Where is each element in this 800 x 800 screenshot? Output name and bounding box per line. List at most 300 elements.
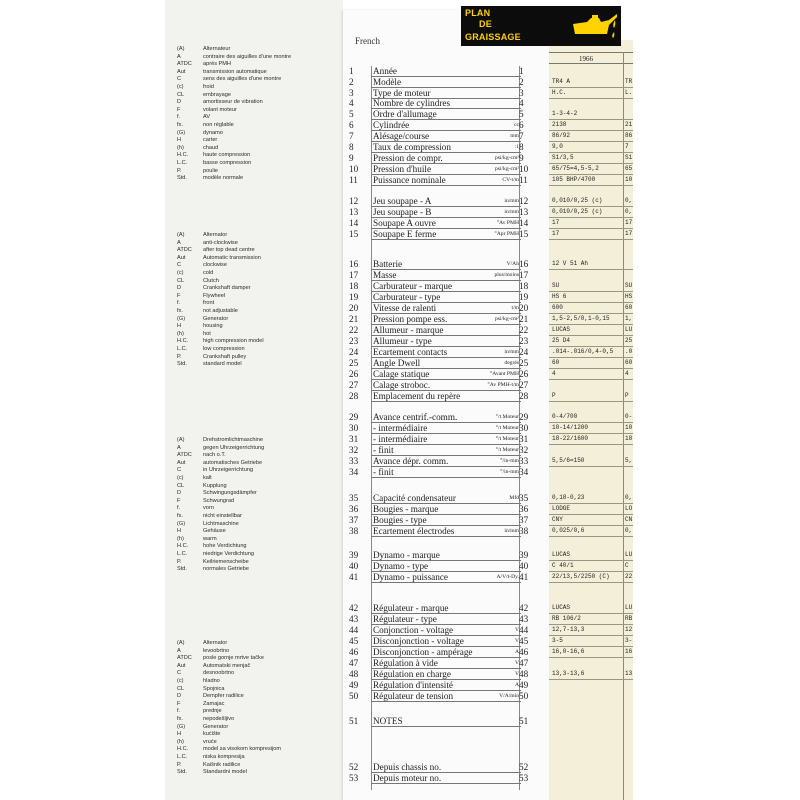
row-label: Nombre de cylindres — [373, 98, 451, 108]
legend-entry — [177, 663, 345, 671]
row-label: Dynamo - type — [373, 561, 429, 571]
data-cell-secondary: 18 — [625, 435, 633, 442]
spec-row — [343, 762, 549, 772]
legend-entry — [177, 346, 345, 354]
legend-entry — [177, 46, 345, 54]
data-cell-secondary: 25 — [625, 337, 633, 344]
legend-code: (A) — [177, 46, 185, 52]
legend-code: fx. — [177, 512, 183, 519]
spec-row — [343, 493, 549, 503]
data-row-rule — [549, 239, 633, 240]
legend-code: L.C. — [177, 550, 188, 557]
row-label: NOTES — [373, 716, 403, 726]
legend-code: ATDC — [177, 452, 192, 459]
legend-entry — [177, 678, 345, 686]
data-cell-secondary: 0, — [625, 527, 633, 534]
data-cell-secondary: SU — [625, 282, 633, 289]
row-number: 25 — [349, 358, 359, 368]
spec-row — [343, 434, 549, 444]
data-row-rule — [549, 87, 633, 88]
row-label: Cylindrée — [373, 120, 410, 130]
data-cell-primary: 0,010/0,25 (c) — [552, 208, 603, 215]
legend-code: P. — [177, 167, 182, 174]
row-number-right: 53 — [519, 773, 529, 783]
data-cell-secondary: 4 — [625, 370, 629, 377]
data-sheet-header — [549, 52, 633, 64]
legend-code: (h) — [177, 535, 184, 542]
legend-code: Aut — [177, 68, 186, 75]
legend-entry — [177, 513, 345, 521]
spec-row — [343, 680, 549, 690]
data-cell-primary: 12,7-13,3 — [552, 626, 585, 633]
data-cell-primary: HS 6 — [552, 293, 567, 300]
oil-can-icon — [565, 10, 619, 42]
row-number: 34 — [349, 467, 359, 477]
row-number-right: 43 — [519, 614, 529, 624]
spec-row — [343, 647, 549, 657]
row-number-right: 19 — [519, 292, 529, 302]
legend-code: f. — [177, 708, 181, 715]
legend-entry — [177, 338, 345, 346]
spec-row — [343, 614, 549, 624]
legend-code: (h) — [177, 738, 184, 745]
row-number-right: 15 — [519, 229, 529, 239]
legend-entry — [177, 76, 345, 84]
abbreviation-legend-sheet — [165, 0, 343, 800]
row-number-right: 49 — [519, 680, 529, 690]
legend-text: carter — [203, 137, 218, 144]
data-cell-secondary: 7 — [625, 143, 629, 150]
legend-code: (G) — [177, 129, 186, 136]
legend-text: Keilriemenscheibe — [203, 558, 249, 565]
legend-entry — [177, 278, 345, 286]
data-cell-primary: 4 — [552, 370, 556, 377]
data-cell-secondary: 10 — [625, 424, 633, 431]
row-number: 52 — [349, 762, 359, 772]
data-cell-secondary: 3- — [625, 637, 633, 644]
row-number-right: 45 — [519, 636, 529, 646]
data-cell-secondary: LU — [625, 326, 633, 333]
legend-entry — [177, 122, 345, 130]
data-cell-primary: 3-5 — [552, 637, 563, 644]
legend-code: A — [177, 53, 181, 60]
spec-row — [343, 207, 549, 217]
data-row-rule — [549, 324, 633, 325]
row-number: 50 — [349, 691, 359, 701]
row-label: - intermédiaire — [373, 423, 428, 433]
row-number-right: 10 — [519, 164, 529, 174]
row-label: Régulateur - type — [373, 614, 437, 624]
legend-code: Std. — [177, 769, 187, 776]
data-row-rule — [549, 503, 633, 504]
legend-code: fx. — [177, 307, 183, 314]
row-number-right: 32 — [519, 445, 529, 455]
data-row-rule — [549, 657, 633, 658]
row-number-right: 29 — [519, 412, 529, 422]
legend-entry — [177, 452, 345, 460]
legend-entry — [177, 107, 345, 115]
legend-code: f. — [177, 114, 181, 121]
legend-code: f. — [177, 505, 181, 512]
legend-code: D — [177, 490, 182, 497]
data-cell-primary: 12 V 51 Ah — [552, 260, 589, 267]
legend-code: L.C. — [177, 345, 188, 352]
data-cell-primary: LUCAS — [552, 326, 571, 333]
row-number-right: 46 — [519, 647, 529, 657]
data-cell-secondary: 0, — [625, 197, 633, 204]
legend-text: Lichtmaschine — [203, 520, 239, 527]
row-number: 3 — [349, 88, 354, 98]
row-label: Alésage/course — [373, 131, 430, 141]
legend-text: Alternateur — [203, 46, 231, 52]
row-unit: °/in-mm — [500, 469, 519, 475]
row-number-right: 52 — [519, 762, 529, 772]
row-number: 19 — [349, 292, 359, 302]
data-row-rule — [549, 291, 633, 292]
legend-code: C — [177, 262, 182, 269]
legend-code: CL — [177, 482, 185, 489]
legend-entry — [177, 754, 345, 762]
legend-code: H.C. — [177, 152, 189, 159]
data-row-rule — [549, 185, 633, 186]
legend-text: chaud — [203, 144, 219, 151]
data-cell-secondary: LU — [625, 551, 633, 558]
data-cell-secondary: HS — [625, 293, 633, 300]
row-number: 10 — [349, 164, 359, 174]
legend-text: Dempfer radilice — [203, 693, 244, 700]
spec-row — [343, 88, 549, 98]
spec-row — [343, 716, 549, 726]
row-label: Pression d'huile — [373, 164, 432, 174]
data-cell-primary: C 40/1 — [552, 562, 574, 569]
data-cell-secondary: 60 — [625, 359, 633, 366]
legend-entry — [177, 168, 345, 176]
legend-text: Spojnica — [203, 685, 225, 692]
spec-row — [343, 603, 549, 613]
legend-code: (c) — [177, 83, 184, 90]
spec-row — [343, 164, 549, 174]
spec-row — [343, 467, 549, 477]
legend-entry — [177, 232, 345, 240]
row-unit: cc — [514, 122, 519, 128]
row-label: Bougies - marque — [373, 504, 439, 514]
legend-code: F — [177, 700, 181, 707]
data-cell-secondary: 22 — [625, 573, 633, 580]
spec-row — [343, 412, 549, 422]
legend-entry — [177, 708, 345, 716]
legend-text: vruće — [203, 738, 217, 745]
row-label: Allumeur - type — [373, 336, 432, 346]
row-number-right: 17 — [519, 270, 529, 280]
legend-code: CL — [177, 91, 185, 98]
legend-text: Kupplung — [203, 482, 227, 489]
data-cell-secondary: LO — [625, 505, 633, 512]
row-unit: degrés — [504, 360, 519, 366]
row-label: Avance centrif.-comm. — [373, 412, 458, 422]
row-number-right: 48 — [519, 669, 529, 679]
legend-code: fx. — [177, 121, 183, 128]
legend-code: fx. — [177, 715, 183, 722]
legend-entry — [177, 293, 345, 301]
data-row-rule — [549, 130, 633, 131]
legend-serbian — [177, 640, 345, 777]
row-label: Ecartement contacts — [373, 347, 448, 357]
row-number-right: 11 — [519, 175, 528, 185]
row-label: Depuis chassis no. — [373, 762, 442, 772]
data-row-rule — [549, 433, 633, 434]
data-cell-secondary: TR — [625, 78, 633, 85]
row-number: 4 — [349, 98, 354, 108]
legend-text: normales Getriebe — [203, 566, 250, 573]
row-number: 39 — [349, 550, 359, 560]
row-label: Jeu soupape - B — [373, 207, 432, 217]
row-number: 49 — [349, 680, 359, 690]
spec-row — [343, 314, 549, 324]
row-number: 35 — [349, 493, 359, 503]
row-number-right: 1 — [519, 66, 524, 76]
legend-code: C — [177, 467, 182, 474]
legend-code: P. — [177, 761, 182, 768]
data-row-rule — [549, 217, 633, 218]
row-number-right: 22 — [519, 325, 529, 335]
row-number: 7 — [349, 131, 354, 141]
legend-text: nicht einstellbar — [203, 512, 242, 519]
row-label: - finit — [373, 467, 394, 477]
legend-entry — [177, 490, 345, 498]
row-number: 1 — [349, 66, 354, 76]
spec-row — [343, 175, 549, 185]
data-row-rule — [549, 119, 633, 120]
row-unit: V — [514, 660, 519, 666]
row-label: Puissance nominale — [373, 175, 446, 185]
data-row-rule — [549, 466, 633, 467]
row-label: Pression pompe ess. — [373, 314, 448, 324]
row-number-right: 51 — [519, 716, 529, 726]
row-number: 32 — [349, 445, 359, 455]
data-cell-secondary: CN — [625, 516, 633, 523]
spec-row — [343, 515, 549, 525]
legend-code: (c) — [177, 677, 184, 684]
legend-entry — [177, 483, 345, 491]
data-cell-primary: 600 — [552, 304, 563, 311]
row-number-right: 42 — [519, 603, 529, 613]
row-number: 28 — [349, 391, 359, 401]
row-number: 38 — [349, 526, 359, 536]
legend-entry — [177, 323, 345, 331]
row-number-right: 18 — [519, 281, 529, 291]
spec-row — [343, 636, 549, 646]
legend-entry — [177, 648, 345, 656]
row-number-right: 27 — [519, 380, 529, 390]
data-cell-secondary: 10 — [625, 176, 633, 183]
row-number-right: 34 — [519, 467, 529, 477]
data-cell-primary: 16,0-16,6 — [552, 648, 585, 655]
spec-row — [343, 550, 549, 560]
spec-row — [343, 109, 549, 119]
row-number-right: 30 — [519, 423, 529, 433]
legend-text: after top dead centre — [203, 247, 255, 254]
legend-text: kućište — [203, 731, 221, 738]
legend-text: vorn — [203, 505, 214, 512]
badge-line-1: PLAN — [465, 8, 491, 18]
data-cell-primary: 0,010/0,25 (c) — [552, 197, 603, 204]
row-number: 37 — [349, 515, 359, 525]
data-cell-secondary: 0- — [625, 413, 633, 420]
row-number-right: 3 — [519, 88, 524, 98]
row-unit: V/Ah — [506, 261, 519, 267]
legend-text: basse compression — [203, 159, 252, 166]
row-label: Soupape E ferme — [373, 229, 437, 239]
legend-code: H — [177, 731, 182, 738]
data-row-rule — [549, 514, 633, 515]
spec-row — [343, 259, 549, 269]
legend-entry — [177, 536, 345, 544]
row-number: 6 — [349, 120, 354, 130]
legend-text: levoobrtno — [203, 647, 230, 654]
data-row-rule — [549, 141, 633, 142]
row-number: 23 — [349, 336, 359, 346]
row-label: Masse — [373, 270, 397, 280]
legend-entry — [177, 69, 345, 77]
data-cell-primary: 1-3-4-2 — [552, 110, 578, 117]
legend-text: transmission automatique — [203, 68, 267, 75]
legend-text: hot — [203, 330, 211, 337]
row-number-right: 38 — [519, 526, 529, 536]
row-label: Dynamo - puissance — [373, 572, 449, 582]
legend-code: A — [177, 444, 181, 451]
row-number-right: 44 — [519, 625, 529, 635]
legend-text: kalt — [203, 474, 212, 481]
data-cell-primary: H.C. — [552, 89, 567, 96]
spec-row — [343, 773, 549, 783]
legend-text: embrayage — [203, 91, 231, 98]
legend-entry — [177, 521, 345, 529]
legend-entry — [177, 130, 345, 138]
data-row-rule — [549, 582, 633, 583]
spec-row — [343, 325, 549, 335]
spec-row — [343, 572, 549, 582]
spec-row — [343, 380, 549, 390]
legend-entry — [177, 99, 345, 107]
data-row-rule — [549, 346, 633, 347]
data-row-rule — [549, 444, 633, 445]
row-number-right: 28 — [519, 391, 529, 401]
spec-row — [343, 445, 549, 455]
legend-entry — [177, 160, 345, 168]
legend-text: volant moteur — [203, 106, 237, 113]
spec-row — [343, 691, 549, 701]
row-label: Dynamo - marque — [373, 550, 440, 560]
data-row-rule — [549, 206, 633, 207]
legend-entry — [177, 137, 345, 145]
legend-entry — [177, 655, 345, 663]
legend-text: AV — [203, 114, 211, 121]
data-cell-primary: 105 BHP/4700 — [552, 176, 596, 183]
legend-code: C — [177, 76, 182, 83]
legend-entry — [177, 285, 345, 293]
row-number: 48 — [349, 669, 359, 679]
legend-text: Alternator — [203, 232, 228, 238]
data-row-rule — [549, 174, 633, 175]
legend-text: prednje — [203, 708, 222, 715]
row-number: 14 — [349, 218, 359, 228]
legend-text: niska kompresija — [203, 753, 245, 760]
data-row-rule — [549, 269, 633, 270]
data-cell-primary: SU — [552, 282, 560, 289]
row-label: Depuis moteur no. — [373, 773, 442, 783]
legend-code: (c) — [177, 269, 184, 276]
row-label: Année — [373, 66, 397, 76]
spec-row — [343, 347, 549, 357]
data-cell-primary: 18-22/1600 — [552, 435, 589, 442]
row-number: 8 — [349, 142, 354, 152]
data-cell-primary: 0,18-0,23 — [552, 494, 585, 501]
row-number: 45 — [349, 636, 359, 646]
legend-text: Generator — [203, 315, 229, 322]
row-label: Régulateur de tension — [373, 691, 454, 701]
legend-english — [177, 232, 345, 369]
data-row-rule — [549, 401, 633, 402]
legend-code: Std. — [177, 566, 187, 573]
row-unit: °/t Moteur — [495, 447, 519, 453]
legend-text: Schwungrad — [203, 497, 235, 504]
row-unit: psi/kg-cm² — [494, 155, 519, 161]
row-number-right: 9 — [519, 153, 524, 163]
legend-entry — [177, 693, 345, 701]
plan-de-graissage-badge[interactable] — [461, 6, 621, 46]
legend-text: housing — [203, 323, 223, 330]
legend-text: amortisseur de vibration — [203, 99, 263, 106]
spec-row — [343, 66, 549, 76]
spec-row — [343, 336, 549, 346]
row-unit: psi/kg-cm² — [494, 316, 519, 322]
row-unit: °/in-mm — [500, 458, 519, 464]
legend-code: H — [177, 528, 182, 535]
legend-text: cold — [203, 269, 214, 276]
legend-entry — [177, 762, 345, 770]
legend-code: (h) — [177, 144, 184, 151]
legend-text: low compression — [203, 345, 245, 352]
data-cell-secondary: C — [625, 562, 629, 569]
row-number: 30 — [349, 423, 359, 433]
legend-entry — [177, 331, 345, 339]
row-number: 31 — [349, 434, 359, 444]
legend-text: high compression model — [203, 338, 264, 345]
row-number-right: 50 — [519, 691, 529, 701]
legend-entry — [177, 528, 345, 536]
legend-code: (G) — [177, 723, 186, 730]
legend-entry — [177, 84, 345, 92]
legend-text: posle gornje mrtve tačke — [203, 655, 264, 662]
row-label: Carburateur - type — [373, 292, 441, 302]
row-number: 17 — [349, 270, 359, 280]
legend-text: dynamo — [203, 129, 223, 136]
legend-code: F — [177, 106, 181, 113]
row-unit: V — [514, 671, 519, 677]
data-cell-secondary: 1, — [625, 315, 633, 322]
legend-french — [177, 46, 345, 183]
row-number: 40 — [349, 561, 359, 571]
data-cell-secondary: S1 — [625, 154, 633, 161]
data-cell-primary: 17 — [552, 230, 560, 237]
legend-entry — [177, 551, 345, 559]
spec-row — [343, 292, 549, 302]
row-unit: Mfd — [509, 495, 519, 501]
legend-entry — [177, 61, 345, 69]
legend-text: Automatic transmission — [203, 254, 261, 261]
data-row-rule — [549, 98, 633, 99]
legend-entry — [177, 145, 345, 153]
